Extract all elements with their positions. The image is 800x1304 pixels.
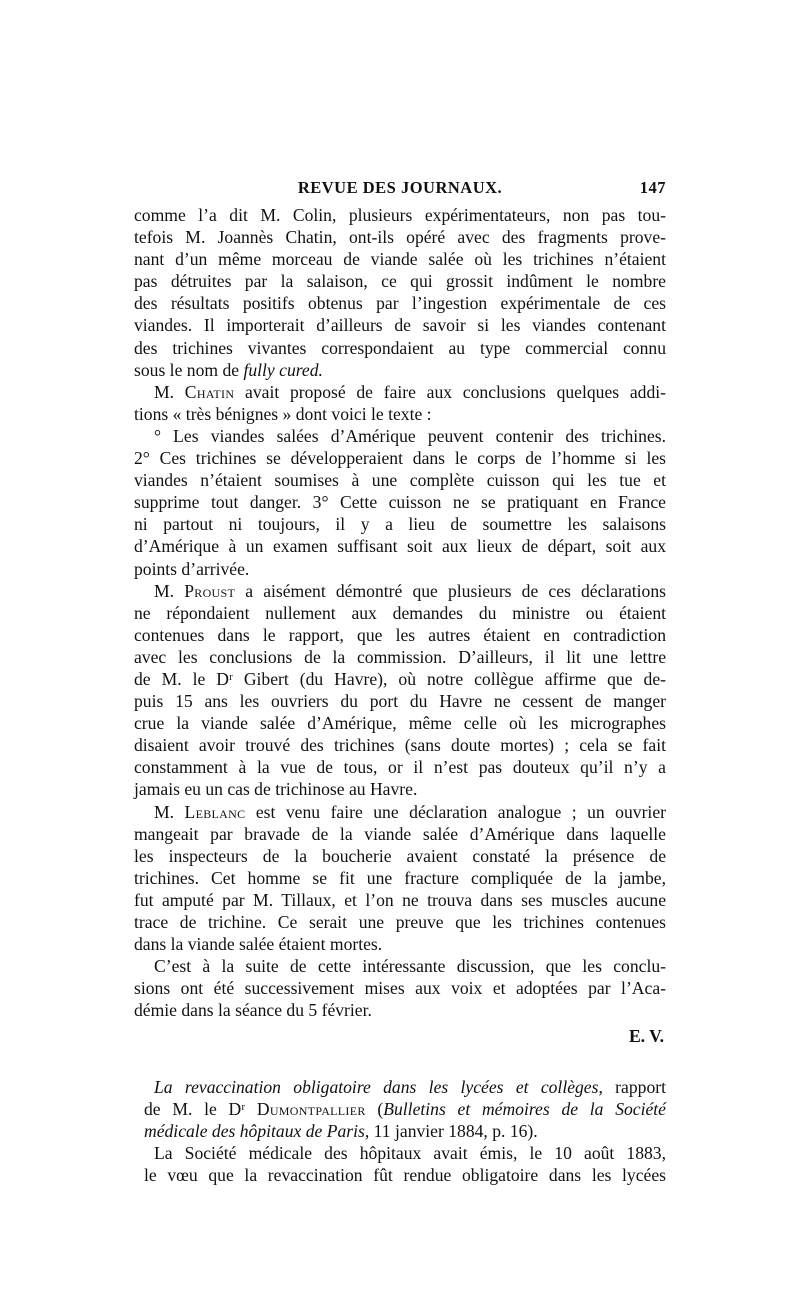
- text-line: pas détruites par la salaison, ce qui grossit indûment le nombre: [134, 271, 666, 292]
- text-line: dans la viande salée étaient mortes.: [134, 934, 383, 955]
- text-line: tions « très bénignes » dont voici le texte :: [134, 403, 432, 424]
- text-line: démie dans la séance du 5 février.: [134, 1000, 372, 1021]
- text-line: mangeait par bravade de la viande salée d’Amérique dans laquelle: [134, 823, 666, 844]
- text-line: supprime tout danger. 3° Cette cuisson ne se pratiquant en France: [134, 492, 666, 513]
- author-signature: E. V.: [628, 1026, 664, 1047]
- text-line: [134, 359, 666, 381]
- section-gap: [134, 1048, 666, 1076]
- text-run: , 11 janvier 1884, p. 16).: [364, 1120, 538, 1141]
- author-name: Dumontpallier: [256, 1098, 366, 1119]
- speaker-name: Proust: [184, 580, 236, 601]
- article-body: [134, 204, 666, 1048]
- text-line: des résultats positifs obtenus par l’ingestion expérimentale de ces: [134, 293, 666, 314]
- text-line: constamment à la vue de tous, or il n’est pas douteux qu’il n’y a: [134, 757, 666, 778]
- paragraph-start: [134, 580, 666, 602]
- text-line: disaient avoir trouvé des trichines (sans doute mortes) ; cela se fait: [134, 735, 666, 756]
- journal-page: [134, 178, 666, 1186]
- text-line: contenues dans le rapport, que les autres étaient en contradiction: [134, 624, 666, 645]
- text-line: viandes. Il importerait d’ailleurs de savoir si les viandes contenant: [134, 315, 666, 336]
- text-line: sions ont été successivement mises aux voix et adoptées par l’Aca-: [134, 978, 666, 999]
- text-line: d’Amérique à un examen suffisant soit aux lieux de départ, soit aux: [134, 536, 666, 557]
- page-number: 147: [639, 178, 666, 197]
- text-line: nant d’un même morceau de viande salée où les trichines n’étaient: [134, 249, 666, 270]
- text-line: trace de trichine. Ce serait une preuve que les trichines contenues: [134, 912, 666, 932]
- text-line: crue la viande salée d’Amérique, même celle où les micrographes: [134, 713, 666, 734]
- text-line: de M. le Dʳ Gibert (du Havre), où notre collègue affirme que de-: [134, 668, 666, 689]
- text-run: M.: [154, 381, 185, 402]
- text-line: des trichines vivantes correspondaient au type commercial connu: [134, 337, 666, 358]
- paragraph-start: [134, 381, 666, 403]
- text-line: ne répondaient nullement aux demandes du ministre ou étaient: [134, 602, 666, 623]
- text-line: trichines. Cet homme se fit une fracture compliquée de la jambe,: [134, 867, 666, 888]
- text-run: sous le nom de: [134, 359, 244, 380]
- text-line: avec les conclusions de la commission. D’ailleurs, il lit une lettre: [134, 646, 666, 667]
- text-line: fut amputé par M. Tillaux, et l’on ne trouva dans ses muscles aucune: [134, 889, 666, 910]
- text-line: jamais eu un cas de trichinose au Havre.: [134, 779, 418, 800]
- speaker-name: Chatin: [184, 381, 235, 402]
- running-title: REVUE DES JOURNAUX.: [297, 178, 503, 197]
- review-title-line: [144, 1076, 666, 1098]
- italic-term: fully cured.: [243, 359, 323, 380]
- paragraph-start: La Société médicale des hôpitaux avait émis, le 10 août 1883,: [154, 1142, 666, 1163]
- review-title: La revaccination obligatoire dans les lycées et collèges,: [154, 1076, 603, 1097]
- paragraph-start: C’est à la suite de cette intéressante discussion, que les conclu-: [154, 956, 666, 977]
- journal-title-cont: médicale des hôpitaux de Paris: [144, 1120, 365, 1141]
- text-run: M.: [154, 580, 185, 601]
- paragraph-start: [134, 801, 666, 823]
- text-run: est venu faire une déclaration analogue ; un ouvrier: [245, 801, 666, 822]
- text-run: (: [365, 1098, 384, 1119]
- text-line: comme l’a dit M. Colin, plusieurs expérimentateurs, non pas tou-: [134, 205, 666, 225]
- running-head: [134, 178, 666, 204]
- text-line: ° Les viandes salées d’Amérique peuvent contenir des trichines.: [154, 425, 666, 446]
- text-line: tefois M. Joannès Chatin, ont-ils opéré avec des fragments prove-: [134, 227, 666, 248]
- review-citation-line: [144, 1098, 666, 1120]
- text-run: de M. le Dʳ: [144, 1098, 257, 1119]
- text-line: points d’arrivée.: [134, 558, 250, 579]
- text-run: avait proposé de faire aux conclusions quelques addi-: [234, 381, 666, 402]
- text-run: M.: [154, 801, 185, 822]
- text-run: a aisément démontré que plusieurs de ces déclarations: [235, 580, 666, 601]
- text-line: les inspecteurs de la boucherie avaient constaté la présence de: [134, 845, 666, 866]
- text-line: 2° Ces trichines se développeraient dans le corps de l’homme si les: [134, 448, 666, 469]
- text-line: ni partout ni toujours, il y a lieu de soumettre les salaisons: [134, 514, 666, 535]
- journal-title: Bulletins et mémoires de la Société: [383, 1098, 666, 1119]
- text-run: rapport: [602, 1076, 666, 1097]
- text-line: viandes n’étaient soumises à une complète cuisson qui les tue et: [134, 470, 666, 491]
- review-section: [144, 1076, 666, 1186]
- review-citation-line: [144, 1120, 666, 1142]
- text-line: le vœu que la revaccination fût rendue obligatoire dans les lycées: [144, 1164, 666, 1185]
- text-line: puis 15 ans les ouvriers du port du Havre ne cessent de manger: [134, 691, 666, 712]
- speaker-name: Leblanc: [184, 801, 246, 822]
